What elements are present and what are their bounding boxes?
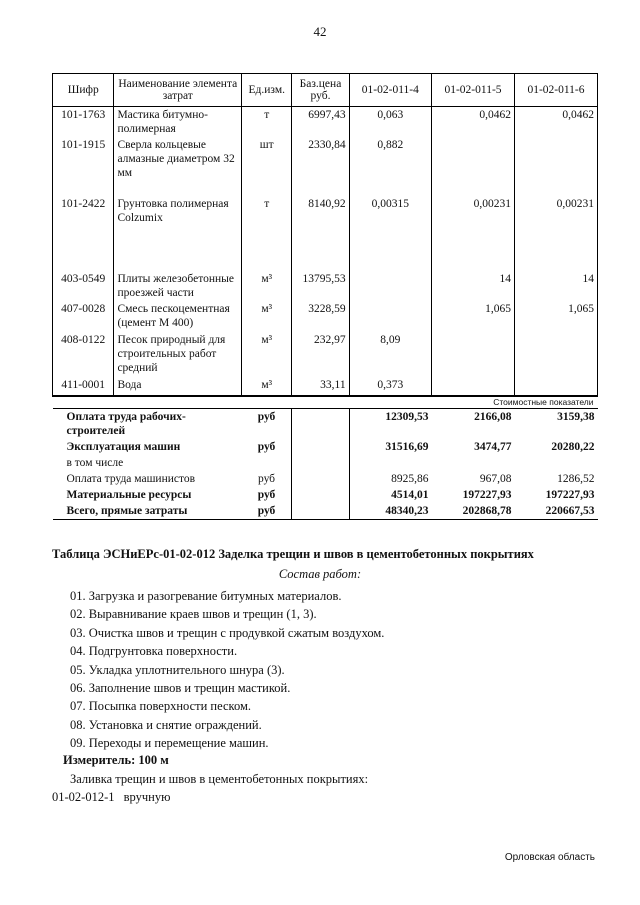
total-label: Всего, прямые затраты	[53, 503, 242, 520]
resource-price: 13795,53	[292, 271, 349, 301]
total-row	[53, 503, 598, 520]
resource-qty-6: 0,00231	[514, 196, 597, 271]
resource-unit: м³	[242, 271, 292, 301]
total-row	[53, 455, 598, 471]
resource-qty-4: 0,063	[349, 107, 431, 138]
resource-qty-4: 0,00315	[349, 196, 431, 271]
table-row	[53, 137, 598, 196]
total-value-4: 8925,86	[391, 473, 429, 485]
work-item: 07. Посыпка поверхности песком.	[70, 699, 252, 714]
total-value-5	[432, 455, 515, 471]
total-unit	[242, 455, 292, 471]
total-value-4: 31516,69	[385, 441, 429, 453]
total-spacer	[292, 471, 349, 487]
work-item: 05. Укладка уплотнительного шнура (3).	[70, 662, 285, 677]
total-value-6: 220667,53	[514, 503, 597, 520]
sub-item-label: вручную	[123, 790, 171, 804]
header-col-4: 01-02-011-4	[349, 74, 431, 107]
cost-section-label: Стоимостные показатели	[53, 396, 598, 409]
total-row	[53, 487, 598, 503]
total-value-6: 197227,93	[545, 489, 595, 501]
total-value-5: 202868,78	[432, 503, 515, 520]
resource-unit: м³	[242, 332, 292, 377]
page-number: 42	[313, 24, 327, 39]
resource-qty-6: 0,0462	[514, 107, 597, 138]
total-spacer	[292, 487, 349, 503]
resource-price: 6997,43	[292, 107, 349, 138]
total-label: в том числе	[66, 457, 124, 469]
resource-qty-4: 8,09	[349, 332, 431, 377]
resource-name: Песок природный для строительных работ средний	[114, 332, 242, 377]
works-list	[70, 587, 384, 753]
resource-code: 101-1915	[53, 137, 114, 196]
resource-code: 101-1763	[53, 107, 114, 138]
table-row	[53, 301, 598, 332]
fill-title: Заливка трещин и швов в цементобетонных покрытиях:	[70, 772, 369, 786]
resource-qty-5: 0,00231	[432, 196, 515, 271]
total-value-4: 12309,53	[385, 411, 429, 423]
total-unit: руб	[257, 489, 276, 501]
total-label: Материальные ресурсы	[66, 489, 192, 501]
work-item: 01. Загрузка и разогревание битумных материалов.	[70, 589, 342, 603]
header-col-5: 01-02-011-5	[432, 74, 515, 107]
resource-qty-4	[349, 271, 431, 301]
table-row	[53, 332, 598, 377]
resource-qty-5	[432, 332, 515, 377]
resource-qty-5: 0,0462	[432, 107, 515, 138]
resource-price: 33,11	[292, 377, 349, 396]
total-value-6: 20280,22	[551, 441, 595, 453]
total-spacer	[292, 503, 349, 520]
resource-qty-4	[349, 301, 431, 332]
total-unit: руб	[257, 473, 276, 485]
sub-item	[52, 790, 170, 805]
sub-item-code: 01-02-012-1	[52, 790, 115, 804]
resource-unit: т	[242, 196, 292, 271]
work-item: 06. Заполнение швов и трещин мастикой.	[70, 680, 291, 695]
total-value-5: 967,08	[479, 473, 512, 485]
total-unit: руб	[257, 411, 276, 423]
total-value-4: 4514,01	[391, 489, 429, 501]
resource-qty-6	[514, 377, 597, 396]
table-row	[53, 271, 598, 301]
work-item: 02. Выравнивание краев швов и трещин (1, 3).	[70, 607, 317, 622]
cost-section-row	[53, 396, 598, 409]
resource-code: 101-2422	[53, 196, 114, 271]
total-spacer	[292, 409, 349, 440]
resource-qty-5	[432, 377, 515, 396]
resource-name: Плиты железобетонные проезжей части	[114, 271, 242, 301]
work-item: 08. Установка и снятие ограждений.	[70, 717, 262, 732]
total-value-4: 48340,23	[349, 503, 431, 520]
work-item: 04. Подгрунтовка поверхности.	[70, 644, 238, 659]
total-value-4	[349, 455, 431, 471]
total-label: Оплата труда рабочих-строителей	[66, 411, 186, 437]
resource-qty-5: 1,065	[432, 301, 515, 332]
table-row	[53, 196, 598, 271]
resource-price: 3228,59	[292, 301, 349, 332]
section-title: Таблица ЭСНиЕРс-01-02-012 Заделка трещин и швов в цементобетонных покрытиях	[52, 547, 534, 561]
total-row	[53, 471, 598, 487]
resource-unit: м³	[242, 377, 292, 396]
total-label: Оплата труда машинистов	[66, 473, 196, 485]
resource-name: Смесь пескоцементная (цемент М 400)	[114, 301, 242, 332]
resource-qty-5	[432, 137, 515, 196]
resource-unit: м³	[242, 301, 292, 332]
total-value-6: 1286,52	[557, 473, 595, 485]
total-value-5: 3474,77	[474, 441, 512, 453]
total-label: Эксплуатация машин	[66, 441, 181, 453]
resource-code: 408-0122	[53, 332, 114, 377]
resource-qty-6: 1,065	[514, 301, 597, 332]
resource-qty-6: 14	[514, 271, 597, 301]
resource-qty-6	[514, 332, 597, 377]
composition-title: Состав работ:	[278, 567, 362, 581]
resource-name: Сверла кольцевые алмазные диаметром 32 мм	[114, 137, 242, 196]
resource-name: Мастика битумно-полимерная	[114, 107, 242, 138]
total-unit: руб	[257, 441, 276, 453]
meter: Измеритель: 100 м	[63, 753, 169, 767]
work-item: 03. Очистка швов и трещин с продувкой сжатым воздухом.	[70, 625, 385, 640]
total-value-6: 3159,38	[557, 411, 595, 423]
total-row	[53, 439, 598, 455]
table-header-row	[53, 74, 598, 107]
total-spacer	[292, 455, 349, 471]
total-spacer	[292, 439, 349, 455]
footer-region: Орловская область	[504, 852, 595, 863]
header-code: Шифр	[53, 74, 114, 107]
header-unit: Ед.изм.	[242, 74, 292, 107]
resource-qty-5: 14	[432, 271, 515, 301]
header-price: Баз.цена руб.	[292, 74, 349, 107]
header-col-6: 01-02-011-6	[514, 74, 597, 107]
total-row	[53, 409, 598, 440]
resource-name: Грунтовка полимерная Colzumix	[114, 196, 242, 271]
total-unit: руб	[242, 503, 292, 520]
total-value-5: 197227,93	[462, 489, 512, 501]
total-value-6	[514, 455, 597, 471]
resource-price: 2330,84	[292, 137, 349, 196]
resource-unit: т	[242, 107, 292, 138]
resource-qty-4: 0,373	[349, 377, 431, 396]
total-value-5: 2166,08	[474, 411, 512, 423]
resource-code: 403-0549	[53, 271, 114, 301]
table-row	[53, 107, 598, 138]
work-item: 09. Переходы и перемещение машин.	[70, 736, 269, 751]
resource-code: 407-0028	[53, 301, 114, 332]
resource-qty-4: 0,882	[349, 137, 431, 196]
resource-table	[52, 73, 598, 520]
resource-price: 8140,92	[292, 196, 349, 271]
resource-unit: шт	[242, 137, 292, 196]
resource-qty-6	[514, 137, 597, 196]
resource-name: Вода	[114, 377, 242, 396]
resource-price: 232,97	[292, 332, 349, 377]
table-row	[53, 377, 598, 396]
resource-code: 411-0001	[53, 377, 114, 396]
header-name: Наименование элемента затрат	[114, 74, 242, 107]
